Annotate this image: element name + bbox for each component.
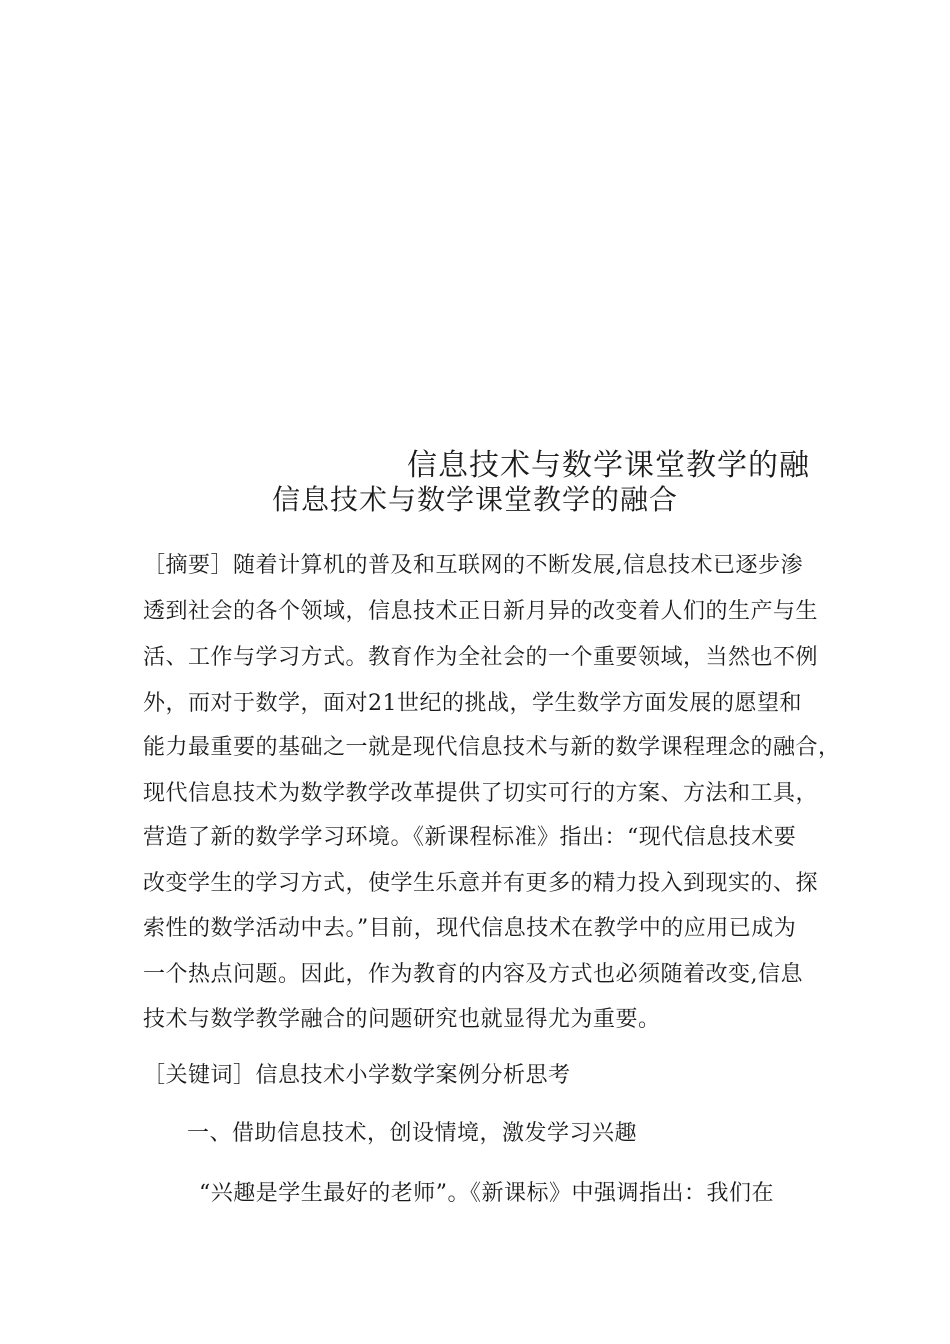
abstract-line: ［摘要］随着计算机的普及和互联网的不断发展,信息技术已逐步渗 xyxy=(143,553,803,578)
abstract-line: 外，而对于数学，面对21世纪的挑战，学生数学方面发展的愿望和 xyxy=(143,691,802,716)
abstract-line: 能力最重要的基础之一就是现代信息技术与新的数学课程理念的融合， xyxy=(143,735,841,760)
section-heading: 一、借助信息技术，创设情境，激发学习兴趣 xyxy=(187,1121,638,1146)
title-fragment: 信息技术与数学课堂教学的融 xyxy=(407,448,810,483)
abstract-line: 营造了新的数学学习环境。《新课程标准》指出：“现代信息技术要 xyxy=(143,825,797,850)
abstract-line: 一个热点问题。因此，作为教育的内容及方式也必须随着改变,信息 xyxy=(143,962,803,987)
abstract-line: 透到社会的各个领域，信息技术正日新月异的改变着人们的生产与生 xyxy=(143,599,819,624)
abstract-line: 现代信息技术为数学教学改革提供了切实可行的方案、方法和工具， xyxy=(143,781,819,806)
page-title: 信息技术与数学课堂教学的融合 xyxy=(271,483,678,516)
abstract-line: 活、工作与学习方式。教育作为全社会的一个重要领域，当然也不例 xyxy=(143,645,819,670)
abstract-line: 技术与数学教学融合的问题研究也就显得尤为重要。 xyxy=(143,1007,661,1032)
paragraph-line: “兴趣是学生最好的老师”。《新课标》中强调指出：我们在 xyxy=(199,1181,774,1206)
abstract-line: 改变学生的学习方式，使学生乐意并有更多的精力投入到现实的、探 xyxy=(143,871,819,896)
keywords-line: ［关键词］信息技术小学数学案例分析思考 xyxy=(143,1063,571,1088)
abstract-line: 索性的数学活动中去。”目前，现代信息技术在教学中的应用已成为 xyxy=(143,916,797,941)
